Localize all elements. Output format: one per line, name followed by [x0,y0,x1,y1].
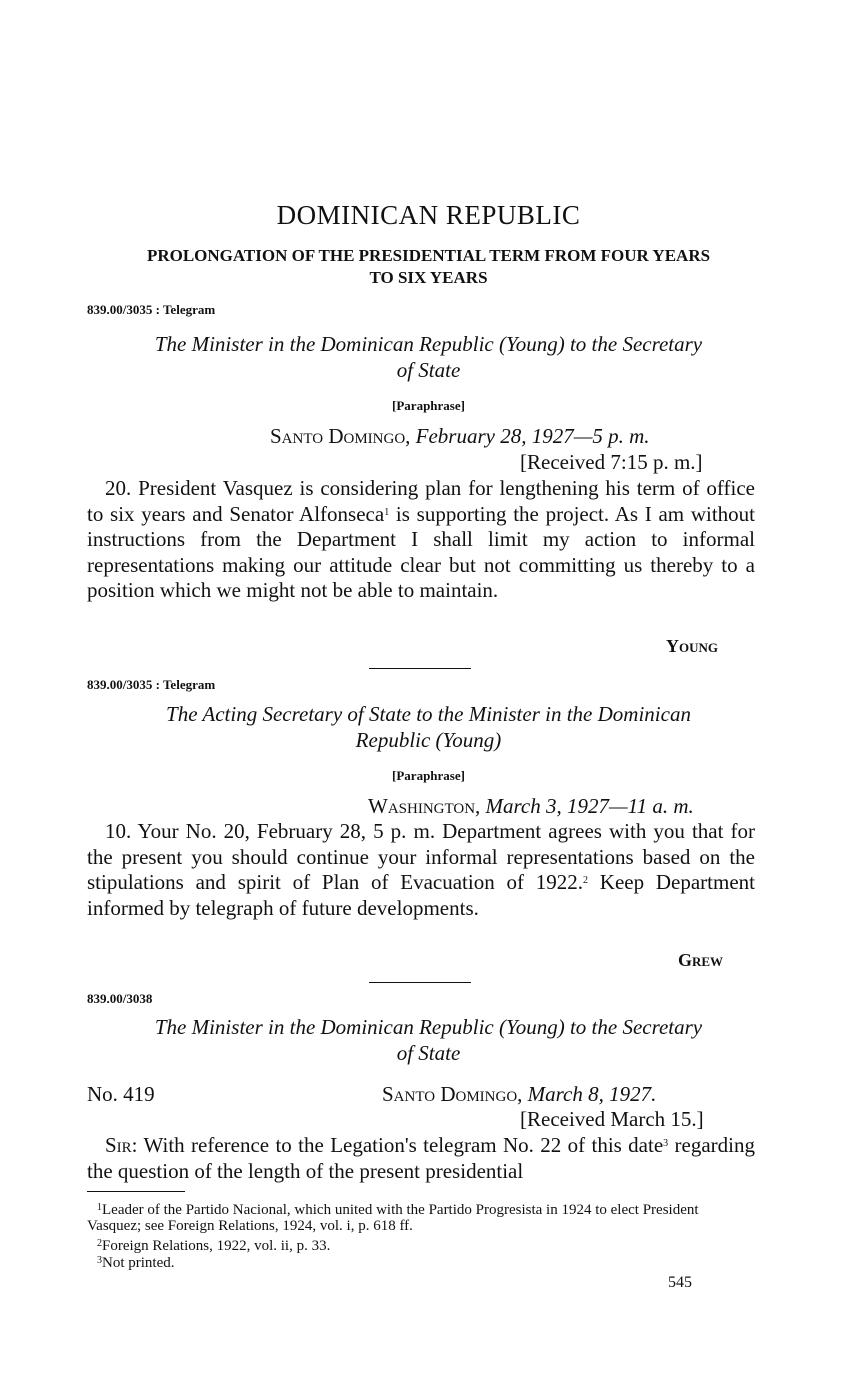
section-divider [369,668,471,669]
doc1-heading-line-1: The Minister in the Dominican Republic (Young) to the Secretary [154,332,703,356]
footnote-1-text: Leader of the Partido Nacional, which united with the Partido Progresista in 1924 to elect President Vasquez; see Foreign Relations, 1924, vol. i, p. 618 ff. [87,1202,699,1234]
doc3-dateline [382,1082,656,1107]
doc2-signature: Grew [678,950,724,970]
doc1-signature: Young [666,636,718,656]
doc3-body-text-cont: regarding the question of the length of the present presidential [87,1133,756,1183]
footnote-divider [87,1191,185,1192]
doc3-salutation: Sir: [105,1133,138,1157]
footnote-3-text: Not printed. [102,1255,175,1271]
footnote-1 [87,1202,755,1234]
footnote-3 [87,1255,755,1271]
doc1-paraphrase-tag: [Paraphrase] [392,398,465,413]
subtitle-line-1: PROLONGATION OF THE PRESIDENTIAL TERM FROM FOUR YEARS [146,246,711,265]
doc3-date: March 8, 1927. [527,1082,657,1106]
page-title: DOMINICAN REPUBLIC [276,200,581,230]
doc1-date: February 28, 1927—5 p. m. [415,424,650,448]
doc3-body [87,1133,755,1184]
doc1-body [87,476,755,604]
doc1-received: [Received 7:15 p. m.] [520,450,703,474]
doc2-file-number: 839.00/3035 : Telegram [87,677,216,692]
doc1-place: Santo Domingo, [270,424,411,448]
doc3-received: [Received March 15.] [520,1107,704,1131]
footnote-2-text: Foreign Relations, 1922, vol. ii, p. 33. [102,1238,331,1254]
doc2-date: March 3, 1927—11 a. m. [485,794,694,818]
doc2-heading-line-1: The Acting Secretary of State to the Minister in the Dominican [166,702,691,726]
doc1-heading-line-2: of State [396,358,461,382]
doc2-dateline [368,794,694,819]
footnote-3-mark: 3 [97,1255,102,1266]
doc3-body-text: With reference to the Legation's telegram No. 22 of this date [143,1133,664,1157]
doc3-file-number: 839.00/3038 [87,991,153,1006]
doc3-number: No. 419 [87,1082,155,1106]
doc1-footnote-ref: 1 [384,506,390,518]
section-divider [369,982,471,983]
doc1-body-text: 20. President Vasquez is considering plan for lengthening his term of office to six years and Senator Alfonseca [87,476,755,526]
doc3-place: Santo Domingo, [382,1082,523,1106]
doc2-heading-line-2: Republic (Young) [355,728,502,752]
footnote-2-mark: 2 [97,1238,102,1249]
doc1-dateline [270,424,650,449]
subtitle-line-2: TO SIX YEARS [369,268,488,287]
doc2-footnote-ref: 2 [583,875,589,887]
doc2-paraphrase-tag: [Paraphrase] [392,768,465,783]
doc3-heading-line-1: The Minister in the Dominican Republic (Young) to the Secretary [154,1015,703,1039]
doc2-place: Washington, [368,794,481,818]
doc2-body-text-cont: Keep Department informed by telegraph of future developments. [87,870,755,920]
footnote-2 [87,1238,755,1254]
footnote-1-mark: 1 [97,1202,102,1213]
doc3-footnote-ref: 3 [663,1138,669,1149]
doc1-body-text-cont: is supporting the project. As I am without instructions from the Department I shall limit my action to informal representations making our attitude clear but not committing us thereby to a position which we might not be able to maintain. [87,501,756,603]
doc2-body [87,819,755,921]
doc3-heading-line-2: of State [396,1041,461,1065]
doc2-body-text: 10. Your No. 20, February 28, 5 p. m. Department agrees with you that for the present you should continue your informal representations based on the stipulations and spirit of Plan of Evacuation of 1922. [87,819,755,895]
page-number: 545 [668,1274,692,1291]
doc1-file-number: 839.00/3035 : Telegram [87,302,216,317]
